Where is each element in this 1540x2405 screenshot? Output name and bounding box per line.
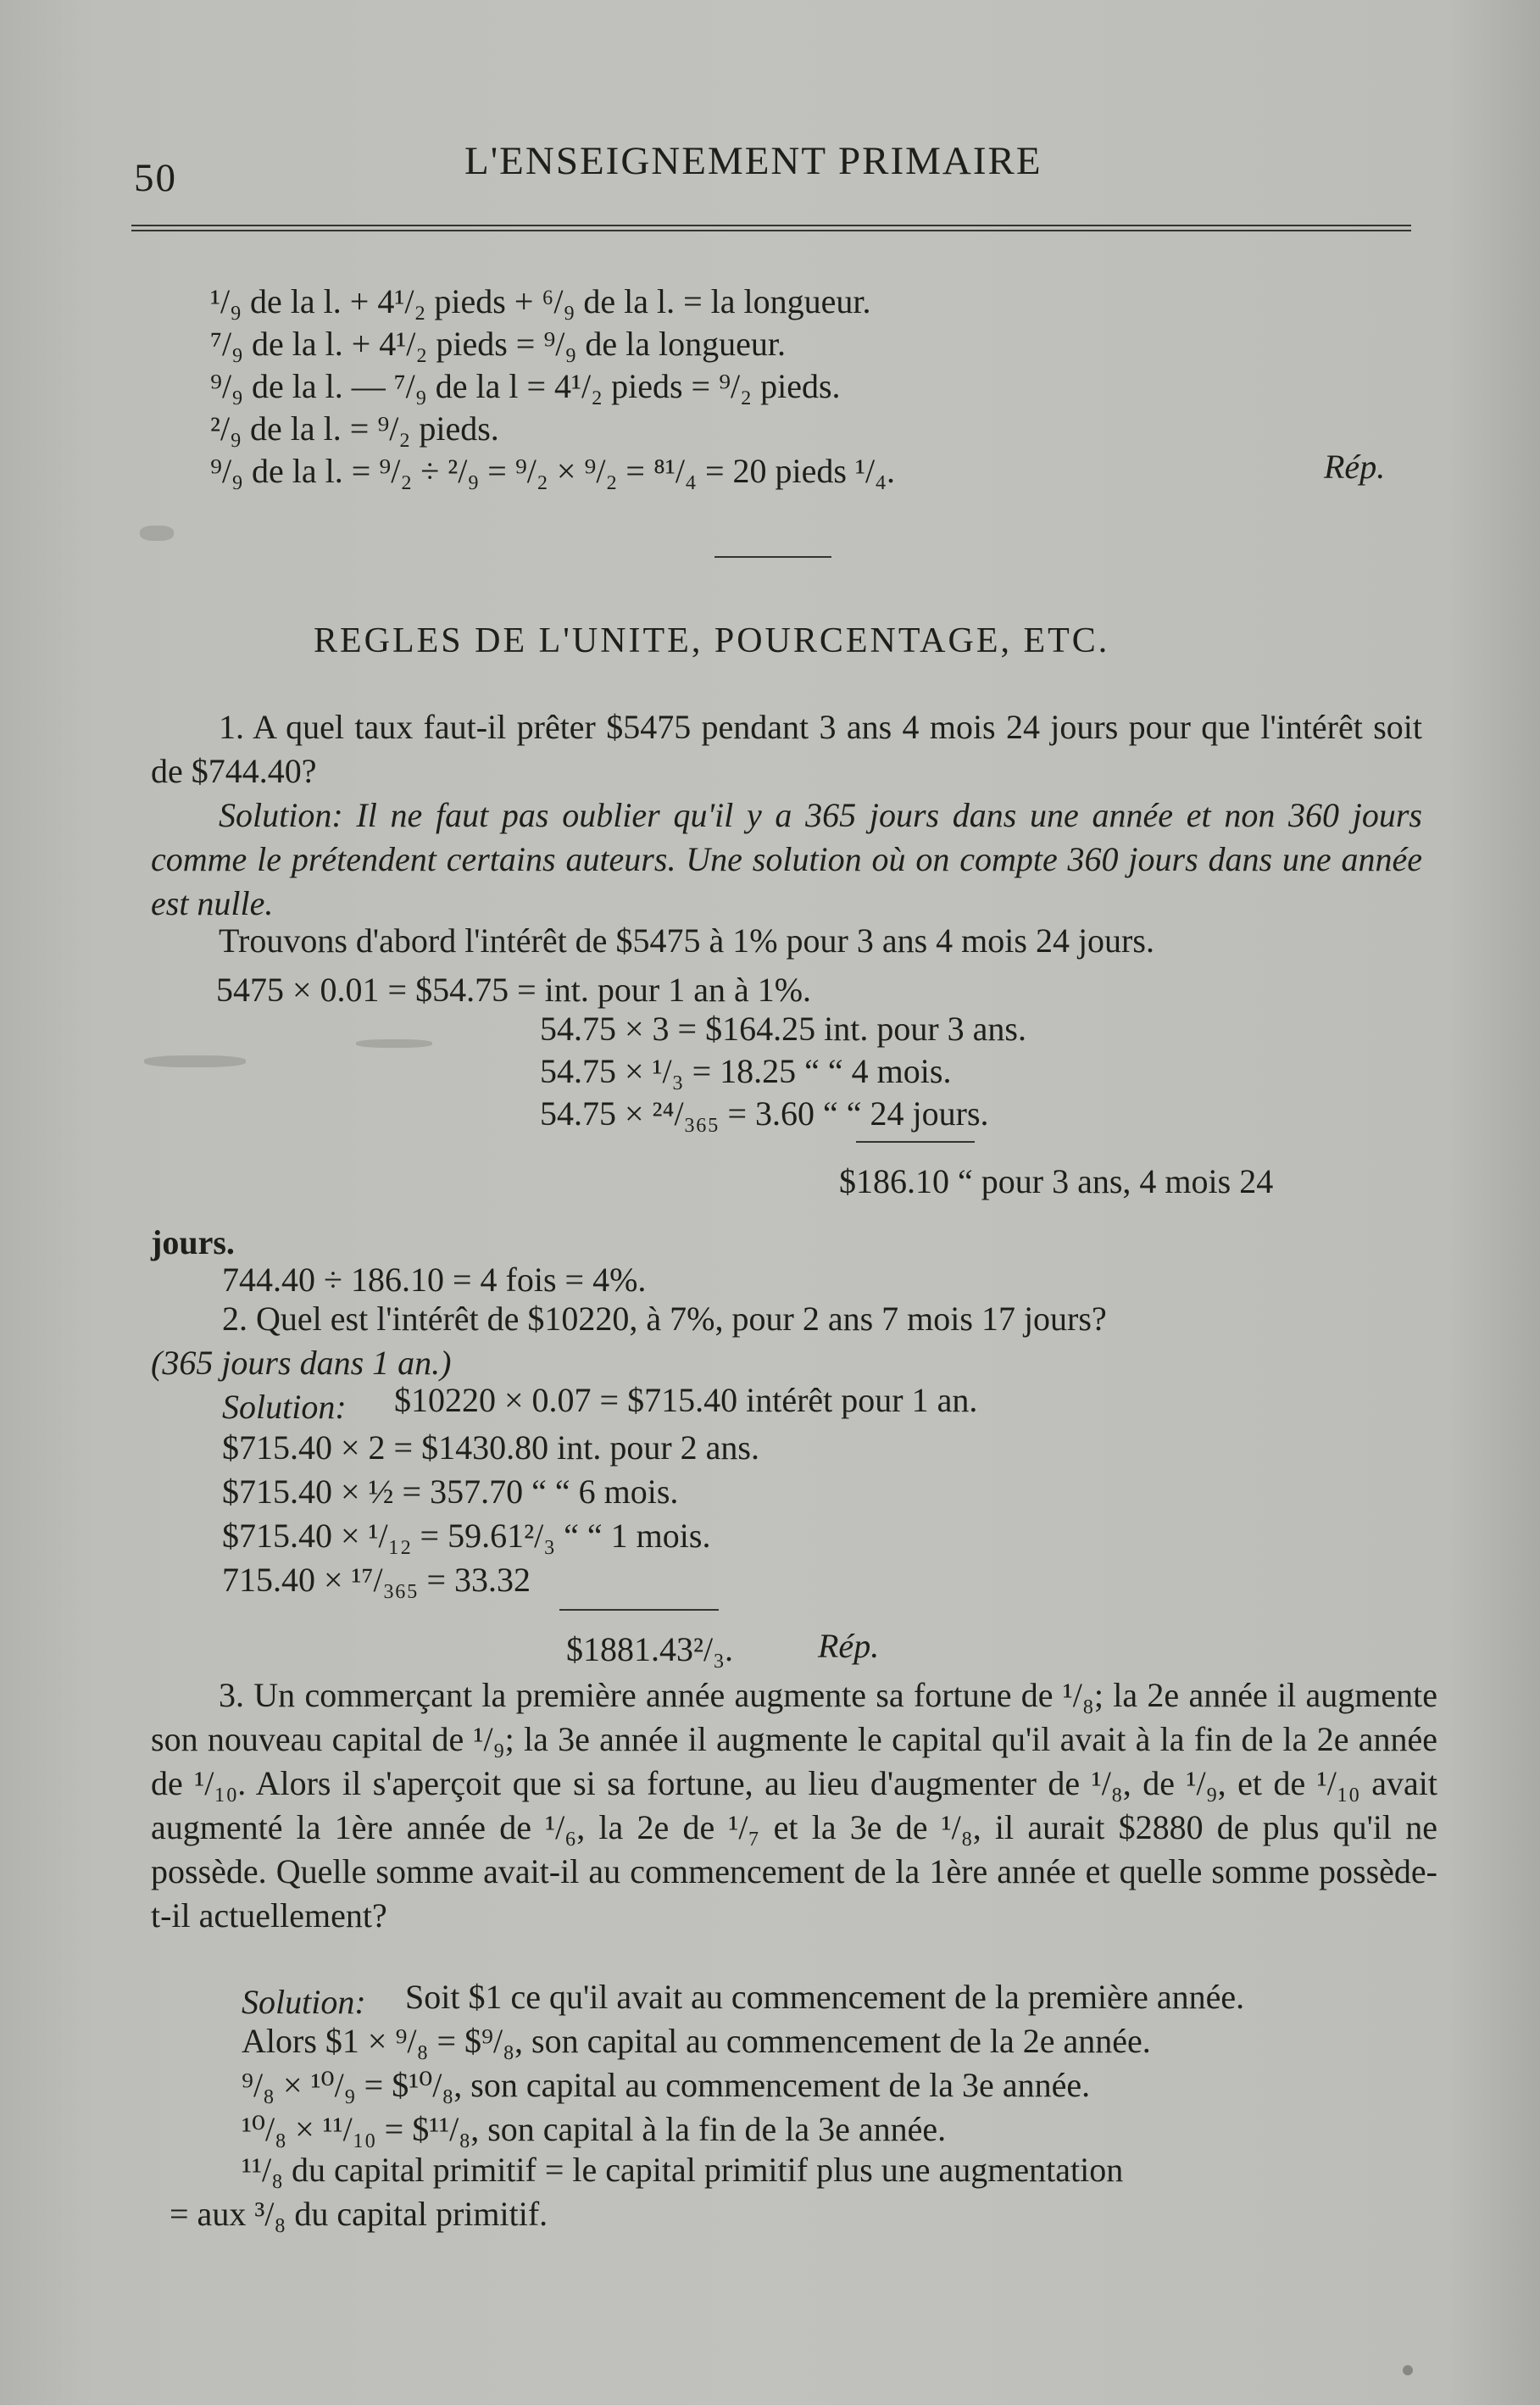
calc-line: 715.40 × ¹⁷/₃₆₅ = 33.32 — [222, 1561, 531, 1599]
problem-1-question: 1. A quel taux faut-il prêter $5475 pendant 3 ans 4 mois 24 jours pour que l'intérêt soit de $744.40? — [151, 708, 1422, 790]
header-double-rule — [131, 225, 1411, 231]
problem-2-question: 2. Quel est l'intérêt de $10220, à 7%, pour 2 ans 7 mois 17 jours? — [222, 1300, 1107, 1338]
page-number: 50 — [134, 156, 177, 200]
solution-line: ¹⁰/₈ × ¹¹/₁₀ = $¹¹/₈, son capital à la fin de la 3e année. — [242, 2110, 947, 2148]
equation-line: ¹/₉ de la l. + 4¹/₂ pieds + ⁶/₉ de la l. = la longueur. — [210, 282, 871, 320]
equation-line: ⁷/₉ de la l. + 4¹/₂ pieds = ⁹/₉ de la longueur. — [210, 325, 786, 363]
ink-dot — [1403, 2365, 1413, 2375]
problem-1-intro: Trouvons d'abord l'intérêt de $5475 à 1% pour 3 ans 4 mois 24 jours. — [219, 921, 1154, 960]
calc-line: 54.75 × ¹/₃ = 18.25 “ “ 4 mois. — [540, 1052, 952, 1090]
section-separator — [714, 556, 831, 558]
calc-total: $186.10 “ pour 3 ans, 4 mois 24 — [839, 1162, 1274, 1200]
solution-line: Soit $1 ce qu'il avait au commencement de la première année. — [405, 1978, 1245, 2016]
calc-line: $715.40 × 2 = $1430.80 int. pour 2 ans. — [222, 1428, 759, 1467]
calc-line: $10220 × 0.07 = $715.40 intérêt pour 1 an. — [394, 1381, 978, 1419]
calc-line: $715.40 × ¹/₁₂ = 59.61²/₃ “ “ 1 mois. — [222, 1517, 711, 1555]
calc-line: $715.40 × ½ = 357.70 “ “ 6 mois. — [222, 1473, 679, 1511]
section-title: REGLES DE L'UNITE, POURCENTAGE, ETC. — [314, 621, 1110, 660]
solution-line: ⁹/₈ × ¹⁰/₉ = $¹⁰/₈, son capital au commencement de la 3e année. — [242, 2066, 1091, 2104]
ink-smudge — [144, 1055, 246, 1067]
calc-line: 54.75 × ²⁴/₃₆₅ = 3.60 “ “ 24 jours. — [540, 1094, 989, 1133]
problem-2-note: (365 jours dans 1 an.) — [151, 1344, 452, 1382]
problem-3-question: 3. Un commerçant la première année augmente sa fortune de ¹/₈; la 2e année il augmente son nouveau capital de ¹/₉; la 3e année il augmente le capital qu'il avait à la fin de la 2e année de ¹/₁₀. Alors il s'aperçoit que si sa fortune, au lieu d'augmenter de ¹/₈, de ¹/₉, et de ¹/₁₀ avait augmenté la 1ère année de ¹/₆, la 2e de ¹/₇ et la 3e de ¹/₈, il aurait $2880 de plus qu'il ne possède. Quelle somme avait-il au commencement de la 1ère année et quelle somme possède-t-il actuellement? — [151, 1676, 1437, 1935]
calc-line: 54.75 × 3 = $164.25 int. pour 3 ans. — [540, 1010, 1026, 1048]
solution-line: Alors $1 × ⁹/₈ = $⁹/₈, son capital au commencement de la 2e année. — [242, 2022, 1151, 2060]
solution-line: ¹¹/₈ du capital primitif = le capital primitif plus une augmentation — [242, 2151, 1124, 2189]
answer-label: Rép. — [818, 1627, 880, 1665]
ink-smudge — [140, 526, 174, 541]
sum-rule — [559, 1609, 719, 1611]
equation-line: ²/₉ de la l. = ⁹/₂ pieds. — [210, 409, 499, 448]
equation-line: ⁹/₉ de la l. — ⁷/₉ de la l = 4¹/₂ pieds = ⁹/₂ pieds. — [210, 367, 841, 405]
running-header-title: L'ENSEIGNEMENT PRIMAIRE — [464, 139, 1042, 183]
equation-line: ⁹/₉ de la l. = ⁹/₂ ÷ ²/₉ = ⁹/₂ × ⁹/₂ = ⁸¹/₄ = 20 pieds ¹/₄. — [210, 452, 896, 490]
ink-smudge — [356, 1039, 432, 1048]
solution-label: Solution: — [242, 1983, 366, 2021]
problem-1-result: 744.40 ÷ 186.10 = 4 fois = 4%. — [222, 1261, 647, 1299]
solution-label: Solution: — [222, 1388, 347, 1426]
problem-1-solution: Solution: Il ne faut pas oublier qu'il y a 365 jours dans une année et non 360 jours comme le prétendent certains auteurs. Une solution où on compte 360 jours dans une année est nulle. — [151, 796, 1422, 922]
calc-total-cont: jours. — [151, 1223, 235, 1261]
sum-rule — [856, 1141, 975, 1143]
calc-line: 5475 × 0.01 = $54.75 = int. pour 1 an à 1%. — [216, 971, 812, 1009]
solution-line: = aux ³/₈ du capital primitif. — [170, 2195, 548, 2233]
calc-total: $1881.43²/₃. — [566, 1630, 734, 1668]
answer-label: Rép. — [1324, 448, 1386, 486]
